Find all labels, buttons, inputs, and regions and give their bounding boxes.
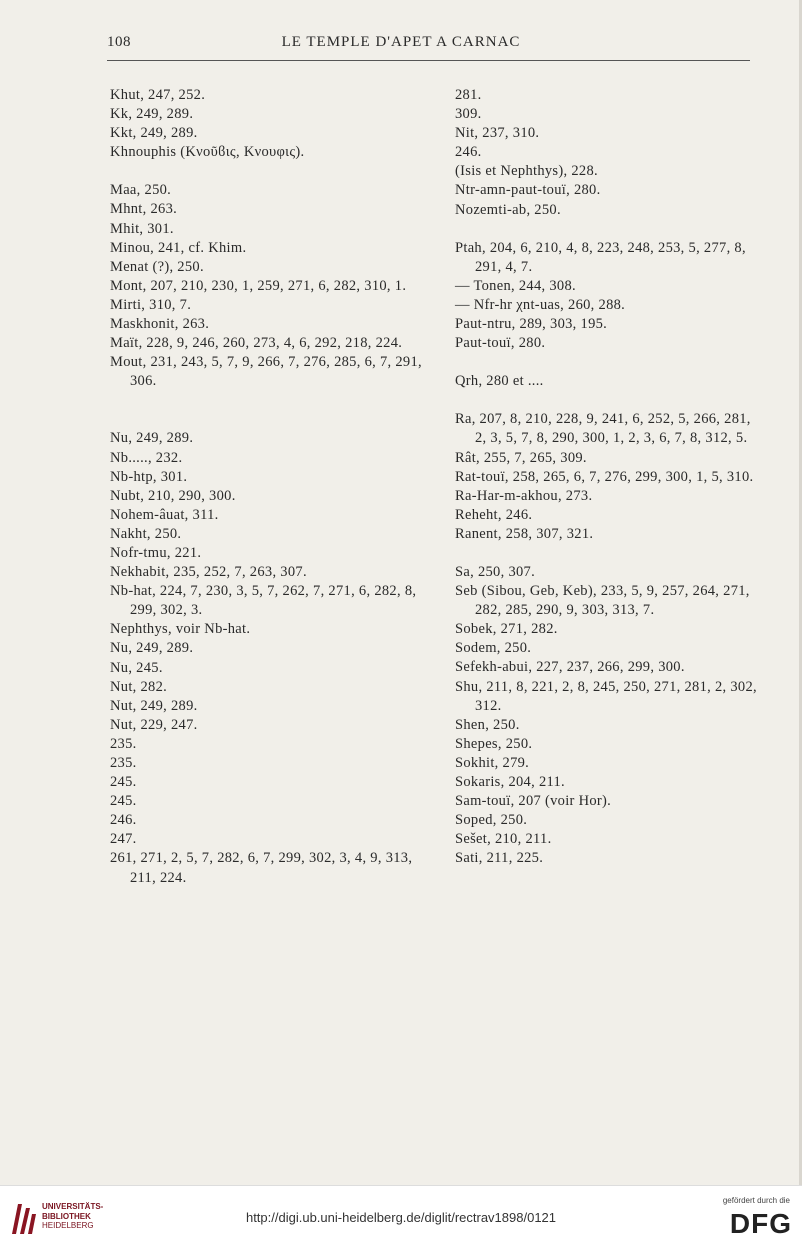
index-entry: Nb-htp, 301. <box>110 468 188 485</box>
index-entry: Seb (Sibou, Geb, Keb), 233, 5, 9, 257, 264, 271, 282, 285, 290, 9, 303, 313, 7. <box>455 583 750 619</box>
index-entry: Nohem-âuat, 311. <box>110 506 219 523</box>
index-entry: Ra, 207, 8, 210, 228, 9, 241, 6, 252, 5, 266, 281, 2, 3, 5, 7, 8, 290, 300, 1, 2, 3, 6, 7, 8, 312, 5. <box>455 411 751 447</box>
index-entry: Soped, 250. <box>455 812 528 829</box>
index-entry: Nephthys, voir Nb-hat. <box>110 621 251 638</box>
index-entry: 246. <box>455 144 482 161</box>
index-entry: (Isis et Nephthys), 228. <box>455 163 598 180</box>
index-entry: 245. <box>110 793 137 810</box>
section-gap <box>455 220 760 239</box>
index-entry: Sokaris, 204, 211. <box>455 774 565 790</box>
index-entry: Ra-Har-m-akhou, 273. <box>455 487 593 504</box>
section-gap <box>110 410 430 429</box>
index-entry: Ranent, 258, 307, 321. <box>455 525 594 542</box>
index-entry: Paut-touï, 280. <box>455 335 546 352</box>
page-number: 108 <box>107 34 131 50</box>
dfg-logo: DFG <box>729 1208 792 1239</box>
index-entry: Nu, 245. <box>110 659 163 676</box>
index-entry: Shu, 211, 8, 221, 2, 8, 245, 250, 271, 281, 2, 302, 312. <box>455 678 757 714</box>
index-entry: Nit, 237, 310. <box>455 125 540 142</box>
section-gap <box>110 162 430 181</box>
section-gap <box>110 391 430 410</box>
index-entry: Sokhit, 279. <box>455 754 530 771</box>
index-entry: 245. <box>110 774 137 791</box>
index-left-column <box>110 86 430 888</box>
index-right-column <box>455 86 760 868</box>
index-entry: Sešet, 210, 211. <box>455 831 552 848</box>
index-entry: Nakht, 250. <box>110 525 182 542</box>
index-entry: — Tonen, 244, 308. <box>455 277 576 294</box>
index-entry: 261, 271, 2, 5, 7, 282, 6, 7, 299, 302, 3, 4, 9, 313, 211, 224. <box>110 850 413 886</box>
viewer-footer <box>0 1185 802 1249</box>
index-entry: Ntr-amn-paut-touï, 280. <box>455 182 601 199</box>
permalink-url[interactable]: http://digi.ub.uni-heidelberg.de/diglit/rectrav1898/0121 <box>245 1210 557 1225</box>
index-entry: Sodem, 250. <box>455 640 532 657</box>
index-entry: Nut, 282. <box>110 678 168 695</box>
index-entry: Reheht, 246. <box>455 506 533 523</box>
index-entry: Mout, 231, 243, 5, 7, 9, 266, 7, 276, 285, 6, 7, 291, 306. <box>110 354 422 390</box>
index-entry: Nut, 229, 247. <box>110 716 198 733</box>
index-entry: Maït, 228, 9, 246, 260, 273, 4, 6, 292, 218, 224. <box>110 335 403 352</box>
index-entry: Khut, 247, 252. <box>110 87 206 103</box>
index-entry: Sati, 211, 225. <box>455 850 544 867</box>
index-entry: Qrh, 280 et .... <box>455 373 544 390</box>
index-entry: — Nfr-hr χnt-uas, 260, 288. <box>455 296 626 313</box>
index-entry: Nekhabit, 235, 252, 7, 263, 307. <box>110 564 307 581</box>
index-entry: 246. <box>110 812 137 829</box>
index-entry: Kkt, 249, 289. <box>110 125 198 142</box>
index-entry: Khnouphis (Κνοῦϐις, Κνουφις). <box>110 144 305 161</box>
index-entry: 309. <box>455 106 482 123</box>
index-entry: Sobek, 271, 282. <box>455 621 558 638</box>
page-header <box>0 34 802 56</box>
index-entry: Maa, 250. <box>110 182 172 199</box>
index-entry: Rât, 255, 7, 265, 309. <box>455 449 587 466</box>
section-gap <box>455 353 760 372</box>
index-entry: 235. <box>110 755 137 771</box>
funding-note: gefördert durch die <box>722 1196 790 1205</box>
index-entry: 247. <box>110 831 137 848</box>
index-entry: Mhnt, 263. <box>110 201 178 218</box>
index-entry: Nu, 249, 289. <box>110 640 194 657</box>
index-entry: Rat-touï, 258, 265, 6, 7, 276, 299, 300, 1, 5, 310. <box>455 468 754 485</box>
index-entry: Sa, 250, 307. <box>455 563 536 580</box>
index-entry: Sefekh-abui, 227, 237, 266, 299, 300. <box>455 659 685 676</box>
section-gap <box>455 544 760 563</box>
index-entry: Nubt, 210, 290, 300. <box>110 487 236 504</box>
index-entry: Nofr-tmu, 221. <box>110 544 202 561</box>
header-rule <box>107 60 750 61</box>
index-entry: Nu, 249, 289. <box>110 430 194 447</box>
library-name: UNIVERSITÄTS- BIBLIOTHEK HEIDELBERG <box>42 1202 104 1230</box>
index-entry: Nb-hat, 224, 7, 230, 3, 5, 7, 262, 7, 271, 6, 282, 8, 299, 302, 3. <box>110 583 417 619</box>
index-entry: Minou, 241, cf. Khim. <box>110 239 247 256</box>
index-entry: Menat (?), 250. <box>110 258 204 275</box>
index-entry: 281. <box>455 87 482 103</box>
index-entry: Ptah, 204, 6, 210, 4, 8, 223, 248, 253, 5, 277, 8, 291, 4, 7. <box>455 239 746 275</box>
index-entry: Nb....., 232. <box>110 449 183 466</box>
index-entry: Shepes, 250. <box>455 735 533 752</box>
running-title: LE TEMPLE D'APET A CARNAC <box>281 34 521 50</box>
index-entry: Sam-touï, 207 (voir Hor). <box>455 793 612 810</box>
index-entry: 235. <box>110 735 137 752</box>
index-entry: Nozemti-ab, 250. <box>455 201 561 218</box>
index-entry: Nut, 249, 289. <box>110 697 198 714</box>
index-entry: Paut-ntru, 289, 303, 195. <box>455 316 608 333</box>
index-entry: Mhit, 301. <box>110 220 174 237</box>
index-entry: Mont, 207, 210, 230, 1, 259, 271, 6, 282, 310, 1. <box>110 277 407 294</box>
index-entry: Maskhonit, 263. <box>110 316 210 333</box>
section-gap <box>455 391 760 410</box>
index-entry: Shen, 250. <box>455 716 520 733</box>
index-entry: Mirti, 310, 7. <box>110 296 192 313</box>
index-entry: Kk, 249, 289. <box>110 106 194 123</box>
